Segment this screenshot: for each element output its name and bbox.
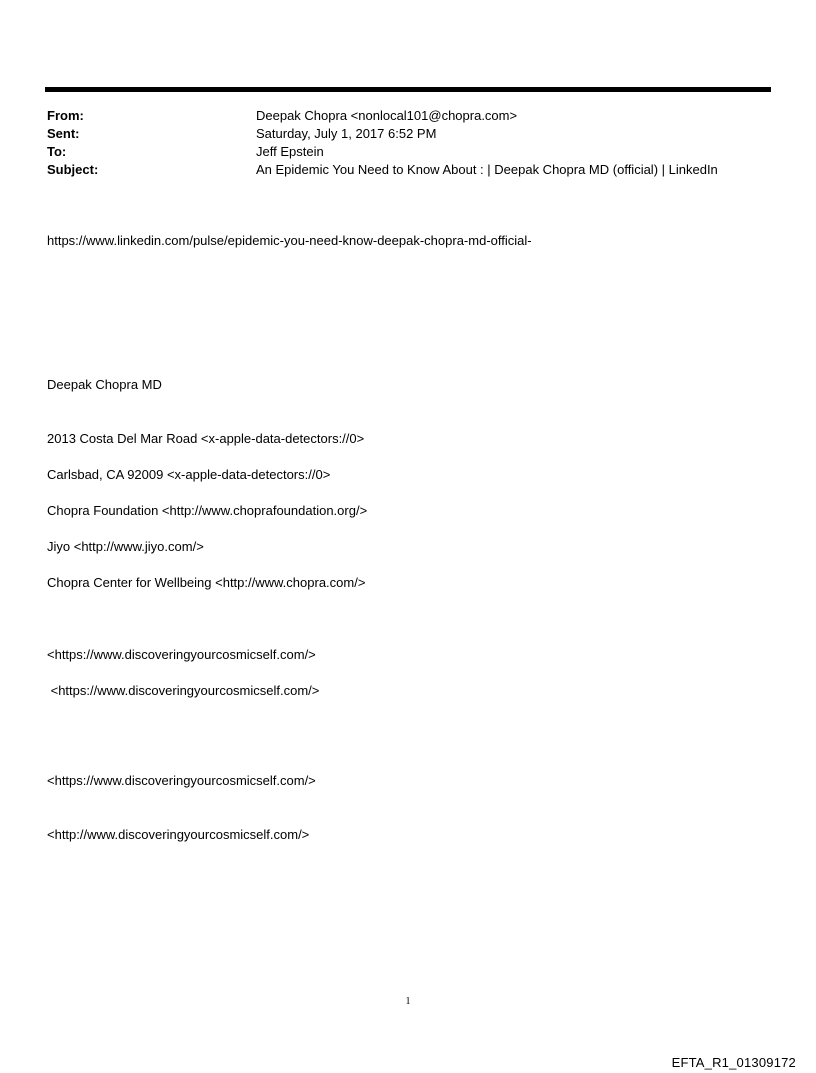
foundation-link[interactable]: Chopra Foundation <http://www.choprafoundation.org/> (47, 503, 368, 518)
from-value: Deepak Chopra <nonlocal101@chopra.com> (256, 108, 518, 123)
page-number: 1 (405, 996, 411, 1007)
subject-label: Subject: (47, 162, 99, 177)
to-row (47, 143, 772, 161)
to-value: Jeff Epstein (256, 144, 324, 159)
document-id: EFTA_R1_01309172 (671, 1055, 796, 1070)
wellbeing-center-link[interactable]: Chopra Center for Wellbeing <http://www.chopra.com/> (47, 575, 366, 590)
sent-label: Sent: (47, 126, 80, 141)
from-row (47, 107, 772, 125)
from-label: From: (47, 108, 84, 123)
cosmic-self-link[interactable]: <https://www.discoveringyourcosmicself.com/> (47, 683, 320, 698)
cosmic-self-link[interactable]: <http://www.discoveringyourcosmicself.com/> (47, 827, 310, 842)
sent-value: Saturday, July 1, 2017 6:52 PM (256, 126, 437, 141)
to-label: To: (47, 144, 67, 159)
jiyo-link[interactable]: Jiyo <http://www.jiyo.com/> (47, 539, 204, 554)
address-street: 2013 Costa Del Mar Road <x-apple-data-detectors://0> (47, 431, 365, 446)
cosmic-self-link[interactable]: <https://www.discoveringyourcosmicself.com/> (47, 647, 316, 662)
address-city: Carlsbad, CA 92009 <x-apple-data-detectors://0> (47, 467, 331, 482)
header-divider (45, 87, 771, 92)
cosmic-self-link[interactable]: <https://www.discoveringyourcosmicself.com/> (47, 773, 316, 788)
subject-value: An Epidemic You Need to Know About : | Deepak Chopra MD (official) | LinkedIn (256, 162, 718, 177)
article-link[interactable]: https://www.linkedin.com/pulse/epidemic-you-need-know-deepak-chopra-md-official- (47, 233, 532, 248)
subject-row (47, 161, 772, 179)
signature-name: Deepak Chopra MD (47, 377, 162, 392)
sent-row (47, 125, 772, 143)
